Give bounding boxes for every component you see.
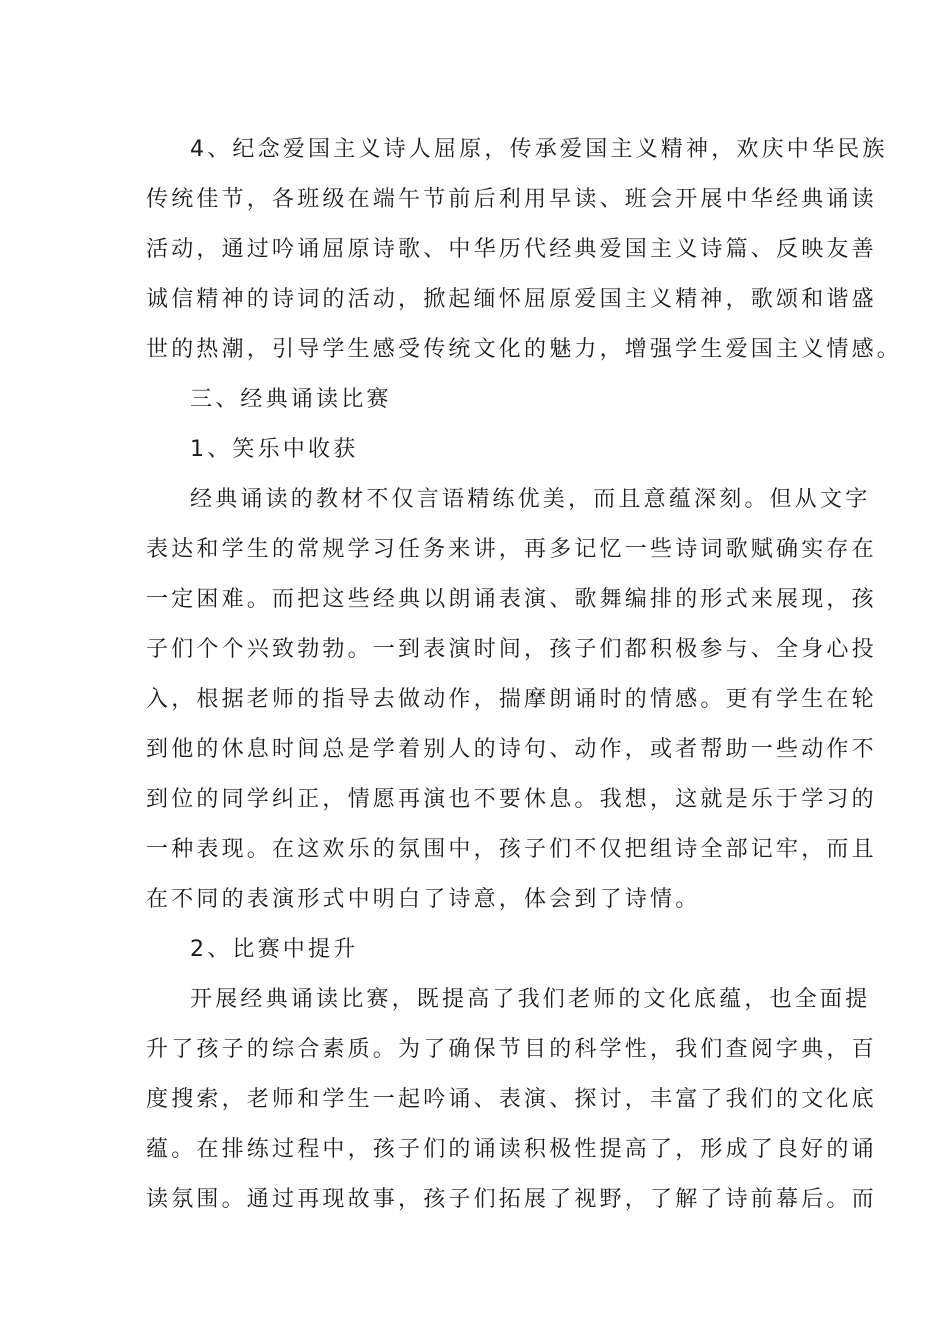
paragraph-line: 活动，通过吟诵屈原诗歌、中华历代经典爱国主义诗篇、反映友善 xyxy=(146,237,877,262)
paragraph-line: 度搜索，老师和学生一起吟诵、表演、探讨，丰富了我们的文化底 xyxy=(146,1087,877,1112)
subsection-heading: 1、笑乐中收获 xyxy=(190,437,359,462)
paragraph-line: 一定困难。而把这些经典以朗诵表演、歌舞编排的形式来展现，孩 xyxy=(146,587,877,612)
paragraph-line: 世的热潮，引导学生感受传统文化的魅力，增强学生爱国主义情感。 xyxy=(146,337,903,362)
paragraph-line: 4、纪念爱国主义诗人屈原，传承爱国主义精神，欢庆中华民族 xyxy=(190,137,888,162)
section-heading: 三、经典诵读比赛 xyxy=(190,387,392,412)
paragraph-line: 经典诵读的教材不仅言语精练优美，而且意蕴深刻。但从文字 xyxy=(190,487,871,512)
paragraph-line: 入，根据老师的指导去做动作，揣摩朗诵时的情感。更有学生在轮 xyxy=(146,687,877,712)
paragraph-line: 到位的同学纠正，情愿再演也不要休息。我想，这就是乐于学习的 xyxy=(146,787,877,812)
paragraph-line: 在不同的表演形式中明白了诗意，体会到了诗情。 xyxy=(146,887,701,912)
paragraph-line: 到他的休息时间总是学着别人的诗句、动作，或者帮助一些动作不 xyxy=(146,737,877,762)
paragraph-line: 开展经典诵读比赛，既提高了我们老师的文化底蕴，也全面提 xyxy=(190,987,871,1012)
paragraph-line: 升了孩子的综合素质。为了确保节目的科学性，我们查阅字典，百 xyxy=(146,1037,877,1062)
paragraph-line: 蕴。在排练过程中，孩子们的诵读积极性提高了，形成了良好的诵 xyxy=(146,1137,877,1162)
paragraph-line: 读氛围。通过再现故事，孩子们拓展了视野，了解了诗前幕后。而 xyxy=(146,1187,877,1212)
paragraph-line: 表达和学生的常规学习任务来讲，再多记忆一些诗词歌赋确实存在 xyxy=(146,537,877,562)
paragraph-line: 一种表现。在这欢乐的氛围中，孩子们不仅把组诗全部记牢，而且 xyxy=(146,837,877,862)
paragraph-line: 诚信精神的诗词的活动，掀起缅怀屈原爱国主义精神，歌颂和谐盛 xyxy=(146,287,877,312)
subsection-heading: 2、比赛中提升 xyxy=(190,937,359,962)
paragraph-line: 子们个个兴致勃勃。一到表演时间，孩子们都积极参与、全身心投 xyxy=(146,637,877,662)
paragraph-line: 传统佳节，各班级在端午节前后利用早读、班会开展中华经典诵读 xyxy=(146,187,877,212)
